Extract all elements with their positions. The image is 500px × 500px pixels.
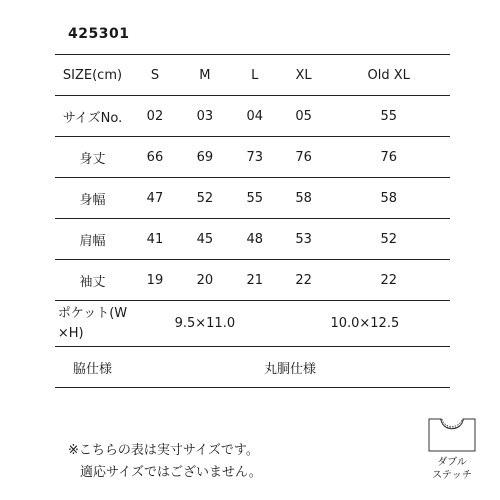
- cell: 45: [180, 219, 230, 260]
- pocket-label-line1: ポケット(W: [57, 305, 128, 321]
- stitch-label: [420, 456, 484, 482]
- cell: 20: [180, 260, 230, 301]
- cell: 04: [230, 96, 280, 137]
- note-line: 適応サイズではございません。: [80, 465, 262, 480]
- model-number: 425301: [68, 26, 130, 42]
- table-row: [55, 96, 450, 137]
- note-line: ※こちらの表は実寸サイズです。: [68, 443, 259, 458]
- header-size: M: [180, 55, 230, 96]
- table-row-side: [55, 347, 450, 388]
- cell: 03: [180, 96, 230, 137]
- row-label: サイズNo.: [55, 96, 130, 137]
- table-row: [55, 219, 450, 260]
- header-size: L: [230, 55, 280, 96]
- table-row: [55, 137, 450, 178]
- pocket-label: [58, 304, 127, 344]
- row-label: 身丈: [55, 137, 130, 178]
- side-value: 丸胴仕様: [130, 347, 450, 388]
- cell: 22: [328, 260, 451, 301]
- pocket-value-sml: 9.5×11.0: [130, 301, 280, 347]
- row-label: 脇仕様: [55, 347, 130, 388]
- table-row: [55, 178, 450, 219]
- cell: 76: [280, 137, 328, 178]
- table-row-pocket: [55, 301, 450, 347]
- cell: 05: [280, 96, 328, 137]
- header-size: XL: [280, 55, 328, 96]
- cell: 47: [130, 178, 180, 219]
- cell: 41: [130, 219, 180, 260]
- stitch-label-line2: ステッチ: [432, 470, 472, 481]
- cell: 76: [328, 137, 451, 178]
- size-table: [55, 54, 450, 388]
- cell: 66: [130, 137, 180, 178]
- cell: 22: [280, 260, 328, 301]
- cell: 52: [328, 219, 451, 260]
- row-label-pocket: [55, 301, 130, 347]
- header-label: SIZE(cm): [55, 55, 130, 96]
- cell: 52: [180, 178, 230, 219]
- cell: 58: [328, 178, 451, 219]
- cell: 73: [230, 137, 280, 178]
- cell: 53: [280, 219, 328, 260]
- table-header-row: [55, 55, 450, 96]
- row-label: 袖丈: [55, 260, 130, 301]
- header-size: Old XL: [328, 55, 451, 96]
- notes: [68, 440, 262, 484]
- cell: 55: [328, 96, 451, 137]
- pocket-label-line2: ×H): [57, 325, 84, 341]
- cell: 58: [280, 178, 328, 219]
- pocket-value-xl: 10.0×12.5: [280, 301, 450, 347]
- cell: 55: [230, 178, 280, 219]
- cell: 02: [130, 96, 180, 137]
- cell: 19: [130, 260, 180, 301]
- stitch-label-line1: ダブル: [437, 457, 467, 468]
- cell: 69: [180, 137, 230, 178]
- cell: 48: [230, 219, 280, 260]
- cell: 21: [230, 260, 280, 301]
- collar-stitch-illustration: [428, 418, 476, 452]
- row-label: 肩幅: [55, 219, 130, 260]
- header-size: S: [130, 55, 180, 96]
- table-row: [55, 260, 450, 301]
- row-label: 身幅: [55, 178, 130, 219]
